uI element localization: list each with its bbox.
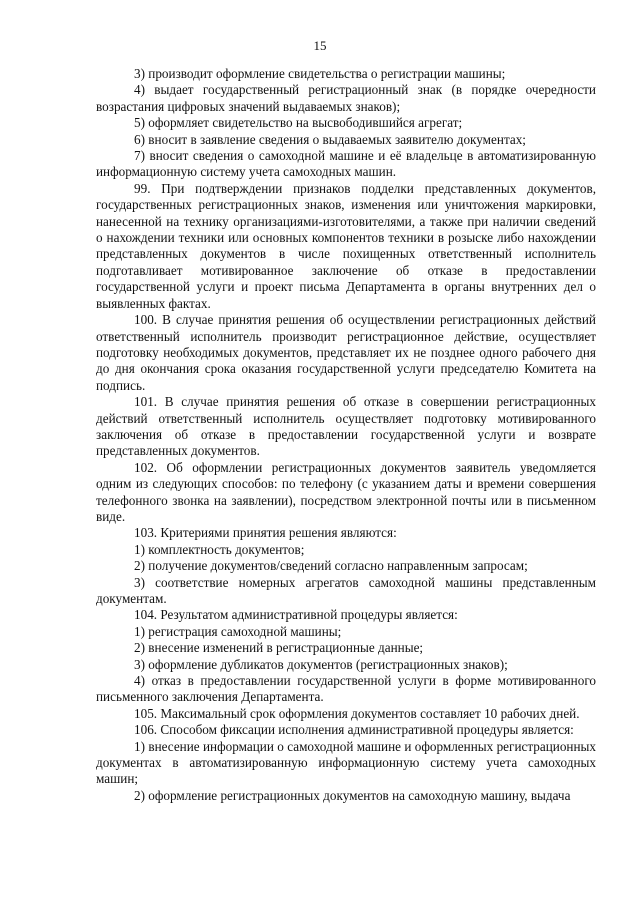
paragraph: 7) вносит сведения о самоходной машине и её владельце в автоматизированную информационную систему учета самоходных машин.	[96, 148, 596, 180]
paragraph: 5) оформляет свидетельство на высвободившийся агрегат;	[134, 115, 463, 131]
paragraph: 100. В случае принятия решения об осуществлении регистрационных действий ответственный исполнитель производит регистрационное действие, осуществляет подготовку необходимых документов, представляет их не позднее одного рабочего дня до дня окончания срока оказания государственной услуги председателю Комитета на подпись.	[96, 312, 596, 393]
paragraph: 6) вносит в заявление сведения о выдаваемых заявителю документах;	[134, 131, 526, 147]
paragraph: 2) внесение изменений в регистрационные данные;	[134, 640, 424, 656]
paragraph: 1) комплектность документов;	[134, 541, 305, 557]
paragraph: 3) соответствие номерных агрегатов самоходной машины представленным документам.	[96, 574, 596, 606]
document-body	[96, 66, 596, 804]
paragraph: 4) отказ в предоставлении государственной услуги в форме мотивированного письменного заключения Департамента.	[96, 673, 596, 705]
paragraph: 106. Способом фиксации исполнения административной процедуры является:	[134, 722, 574, 738]
paragraph: 101. В случае принятия решения об отказе в совершении регистрационных действий ответственный исполнитель осуществляет подготовку мотивированного заключения об отказе в предоставлении государственной услуги и возврате представленных документов.	[96, 394, 596, 459]
paragraph: 2) получение документов/сведений согласно направленным запросам;	[134, 558, 528, 574]
paragraph: 1) внесение информации о самоходной машине и оформленных регистрационных документах в автоматизированную информационную систему учета самоходных машин;	[96, 738, 596, 787]
paragraph: 3) оформление дубликатов документов (регистрационных знаков);	[134, 656, 508, 672]
paragraph: 104. Результатом административной процедуры является:	[134, 607, 458, 623]
paragraph: 4) выдает государственный регистрационный знак (в порядке очередности возрастания цифровых значений выдаваемых знаков);	[96, 82, 596, 114]
page-number: 15	[313, 38, 327, 53]
paragraph: 102. Об оформлении регистрационных документов заявитель уведомляется одним из следующих способов: по телефону (с указанием даты и времени совершения телефонного звонка на заявлении), посредством электронной почты или в письменном виде.	[96, 459, 596, 524]
paragraph: 3) производит оформление свидетельства о регистрации машины;	[134, 66, 506, 81]
paragraph: 105. Максимальный срок оформления документов составляет 10 рабочих дней.	[134, 705, 580, 721]
paragraph: 103. Критериями принятия решения являются:	[134, 525, 397, 541]
paragraph: 99. При подтверждении признаков подделки представленных документов, государственных регистрационных знаков, изменения или уничтожения маркировки, нанесенной на технику организациями-изготовителями, а также при наличии сведений о нахождении техники или основных компонентов техники в розыске либо нахождении представленных документов в числе похищенных ответственный исполнитель подготавливает мотивированное заключение об отказе в предоставлении государственной услуги и проект письма Департамента в органы внутренних дел о выявленных фактах.	[96, 180, 596, 311]
paragraph: 2) оформление регистрационных документов на самоходную машину, выдача	[134, 787, 571, 803]
paragraph: 1) регистрация самоходной машины;	[134, 623, 342, 639]
